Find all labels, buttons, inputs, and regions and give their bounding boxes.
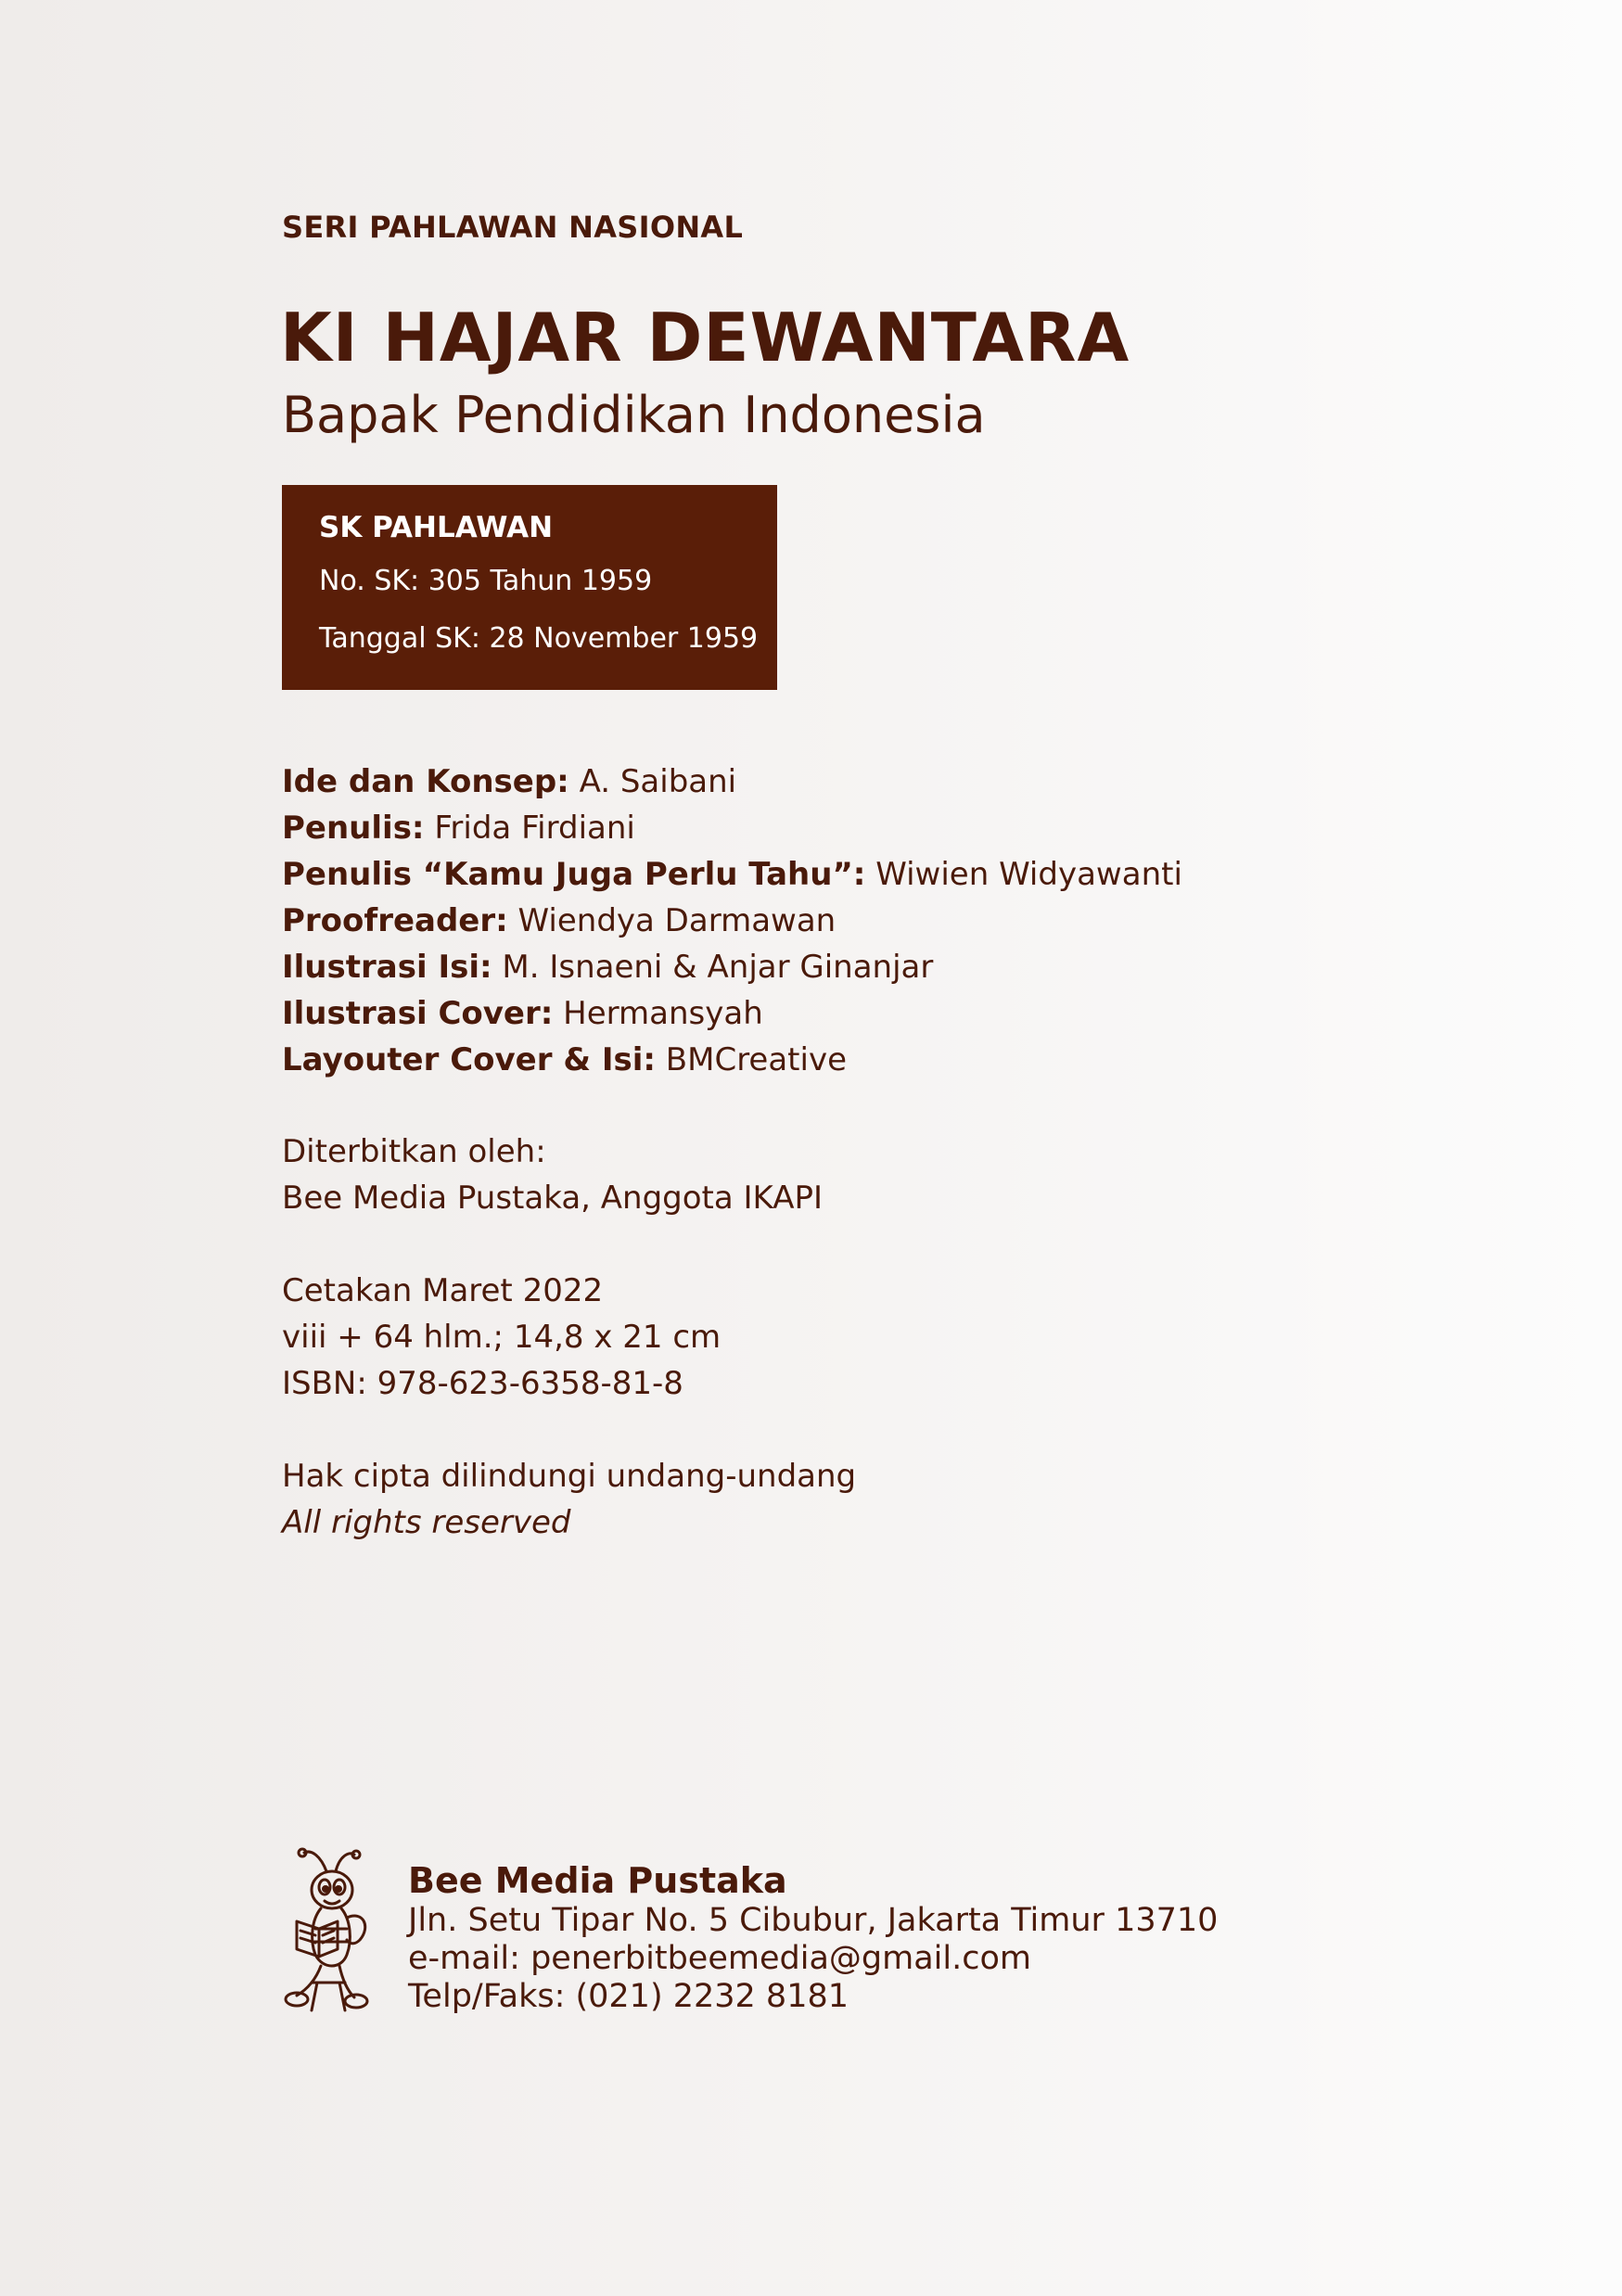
credit-label: Layouter Cover & Isi: bbox=[282, 1041, 656, 1078]
credit-label: Ide dan Konsep: bbox=[282, 763, 569, 800]
credit-value: A. Saibani bbox=[579, 763, 737, 800]
footer-address: Jln. Setu Tipar No. 5 Cibubur, Jakarta Timur 13710 bbox=[408, 1902, 1219, 1939]
sk-date: Tanggal SK: 28 November 1959 bbox=[319, 622, 759, 655]
credit-label: Proofreader: bbox=[282, 902, 508, 939]
credit-row bbox=[282, 944, 1182, 990]
footer-publisher-name: Bee Media Pustaka bbox=[408, 1860, 787, 1901]
published-by-label: Diterbitkan oleh: bbox=[282, 1133, 546, 1170]
credits-list bbox=[282, 759, 1182, 1083]
footer-email: e-mail: penerbitbeemedia@gmail.com bbox=[408, 1940, 1031, 1977]
series-label: SERI PAHLAWAN NASIONAL bbox=[282, 210, 744, 245]
bee-reading-book-icon bbox=[284, 1843, 373, 2016]
credit-value: Frida Firdiani bbox=[434, 810, 635, 847]
credit-row bbox=[282, 898, 1182, 944]
credit-label: Penulis “Kamu Juga Perlu Tahu”: bbox=[282, 856, 866, 893]
edition-info bbox=[282, 1268, 721, 1407]
credit-label: Penulis: bbox=[282, 810, 425, 847]
book-subtitle: Bapak Pendidikan Indonesia bbox=[282, 386, 986, 444]
page-count: viii + 64 hlm.; 14,8 x 21 cm bbox=[282, 1319, 722, 1356]
credit-value: Wiendya Darmawan bbox=[517, 902, 837, 939]
credit-label: Ilustrasi Isi: bbox=[282, 949, 492, 986]
print-edition: Cetakan Maret 2022 bbox=[282, 1272, 604, 1309]
credit-value: BMCreative bbox=[665, 1041, 847, 1078]
credit-value: M. Isnaeni & Anjar Ginanjar bbox=[502, 949, 934, 986]
publisher-info bbox=[282, 1129, 823, 1221]
rights-info bbox=[282, 1453, 856, 1546]
book-title: KI HAJAR DEWANTARA bbox=[280, 299, 1130, 376]
credit-row bbox=[282, 759, 1182, 805]
copyright-notice: Hak cipta dilindungi undang-undang bbox=[282, 1458, 857, 1495]
credit-row bbox=[282, 1037, 1182, 1083]
credit-row bbox=[282, 805, 1182, 851]
credit-row bbox=[282, 851, 1182, 898]
publisher-footer bbox=[408, 1859, 1218, 2016]
credit-label: Ilustrasi Cover: bbox=[282, 995, 554, 1032]
all-rights-reserved: All rights reserved bbox=[282, 1504, 571, 1541]
credit-value: Wiwien Widyawanti bbox=[875, 856, 1182, 893]
footer-phone: Telp/Faks: (021) 2232 8181 bbox=[408, 1978, 849, 2015]
credit-row bbox=[282, 990, 1182, 1037]
isbn: ISBN: 978-623-6358-81-8 bbox=[282, 1365, 683, 1402]
sk-pahlawan-box bbox=[282, 485, 777, 690]
sk-number: No. SK: 305 Tahun 1959 bbox=[319, 565, 653, 597]
credit-value: Hermansyah bbox=[563, 995, 763, 1032]
sk-heading: SK PAHLAWAN bbox=[319, 511, 554, 544]
publisher-name: Bee Media Pustaka, Anggota IKAPI bbox=[282, 1180, 824, 1217]
